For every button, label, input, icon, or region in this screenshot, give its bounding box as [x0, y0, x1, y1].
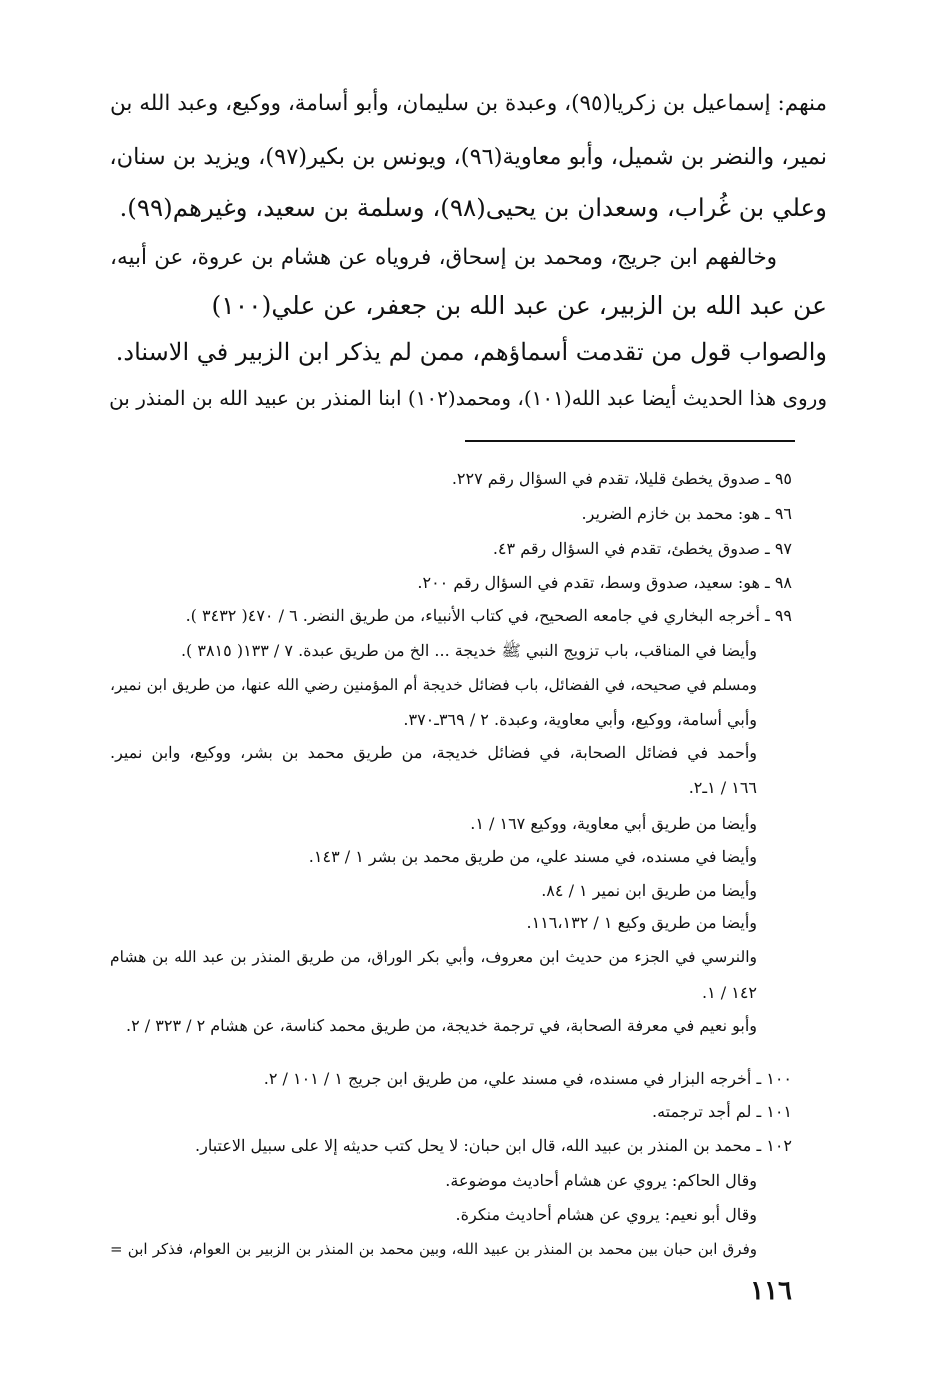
footnote-101: ١٠١ ـ لم أجد ترجمته.	[652, 1102, 792, 1121]
footnote-102: ١٠٢ ـ محمد بن المنذر بن عبيد الله، قال ابن حبان: لا يحل كتب حديثه إلا على سبيل الاعتبار.	[195, 1136, 792, 1155]
page-number: ١١٦	[750, 1276, 792, 1306]
footnote-102-line-3: وقال أبو نعيم: يروي عن هشام أحاديث منكرة.	[455, 1205, 757, 1224]
footnote-99-line-4: وأبي أسامة، ووكيع، وأبي معاوية، وعبدة. ٢ / ٣٦٩ـ٣٧٠.	[403, 710, 757, 729]
main-text-line-1: منهم: إسماعيل بن زكريا(٩٥)، وعبدة بن سليمان، وأبو أسامة، ووكيع، وعبد الله بن	[110, 91, 827, 116]
footnote-99-line-13: وأبو نعيم في معرفة الصحابة، في ترجمة خديجة، من طريق محمد كناسة، عن هشام ٢ / ٣٢٣ / ٢.	[126, 1016, 757, 1035]
main-text-line-6: والصواب قول من تقدمت أسماؤهم، ممن لم يذكر ابن الزبير في الاسناد.	[115, 338, 827, 366]
footnote-97: ٩٧ ـ صدوق يخطئ، تقدم في السؤال رقم ٤٣.	[492, 539, 792, 558]
main-text-line-2: نمير، والنضر بن شميل، وأبو معاوية(٩٦)، ويونس بن بكير(٩٧)، ويزيد بن سنان،	[109, 144, 827, 170]
footnote-99-line-9: وأيضا من طريق ابن نمير ١ / ٨٤.	[541, 881, 757, 900]
main-text-line-5: عن عبد الله بن الزبير، عن عبد الله بن جعفر، عن علي(١٠٠)	[211, 291, 827, 320]
footnote-separator	[465, 440, 795, 442]
footnote-99-line-12: ١٤٢ / ١.	[701, 983, 757, 1002]
footnote-96: ٩٦ ـ هو: محمد بن خازم الضرير.	[581, 504, 792, 523]
footnote-99-line-5: وأحمد في فضائل الصحابة، في فضائل خديجة، من طريق محمد بن بشر، ووكيع، وابن نمير.	[110, 743, 758, 762]
footnote-95: ٩٥ ـ صدوق يخطئ قليلا، تقدم في السؤال رقم ٢٢٧.	[451, 469, 792, 488]
footnote-99-line-8: وأيضا في مسنده، في مسند علي، من طريق محمد بن بشر ١ / ١٤٣.	[308, 847, 757, 866]
footnote-99-line-7: وأيضا من طريق أبي معاوية، ووكيع ١٦٧ / ١.	[470, 814, 757, 833]
main-text-line-3: وعلي بن غُراب، وسعدان بن يحيى(٩٨)، وسلمة بن سعيد، وغيرهم(٩٩).	[119, 193, 827, 222]
footnote-99-line-3: ومسلم في صحيحه، في الفضائل، باب فضائل خديجة أم المؤمنين رضي الله عنها، من طريق ابن نمير،	[110, 676, 757, 694]
footnote-99-line-2: وأيضا في المناقب، باب تزويج النبي ﷺ خديجة ... الخ من طريق عبدة. ٧ / ١٣٣( ٣٨١٥ ).	[180, 641, 757, 660]
footnote-102-line-2: وقال الحاكم: يروي عن هشام أحاديث موضوعة.	[445, 1171, 757, 1190]
footnote-100: ١٠٠ ـ أخرجه البزار في مسنده، في مسند علي، من طريق ابن جريج ١ / ١٠١ / ٢.	[263, 1069, 792, 1088]
footnote-98: ٩٨ ـ هو: سعيد، صدوق وسط، تقدم في السؤال رقم ٢٠٠.	[417, 573, 792, 592]
footnote-99-line-11: والنرسي في الجزء من حديث ابن معروف، وأبي بكر الوراق، من طريق المنذر بن عبد الله بن هشام	[110, 948, 757, 966]
footnote-99-line-6: ١٦٦ / ١ـ٢.	[688, 778, 757, 797]
footnote-99: ٩٩ ـ أخرجه البخاري في جامعه الصحيح، في كتاب الأنبياء، من طريق النضر. ٦ / ٤٧٠( ٣٤٣٢ ).	[185, 606, 792, 625]
footnote-99-line-10: وأيضا من طريق وكيع ١ / ١١٦،١٣٢.	[526, 913, 757, 932]
main-text-line-7: وروى هذا الحديث أيضا عبد الله(١٠١)، ومحمد(١٠٢) ابنا المنذر بن عبيد الله بن المنذر بن	[109, 386, 827, 410]
main-text-line-4: وخالفهم ابن جريج، ومحمد بن إسحاق، فروياه عن هشام بن عروة، عن أبيه،	[110, 245, 777, 270]
footnote-102-line-4: وفرق ابن حبان بين محمد بن المنذر بن عبيد الله، وبين محمد بن المنذر بن الزبير بن العوام، فذكر ابن =	[110, 1240, 757, 1258]
